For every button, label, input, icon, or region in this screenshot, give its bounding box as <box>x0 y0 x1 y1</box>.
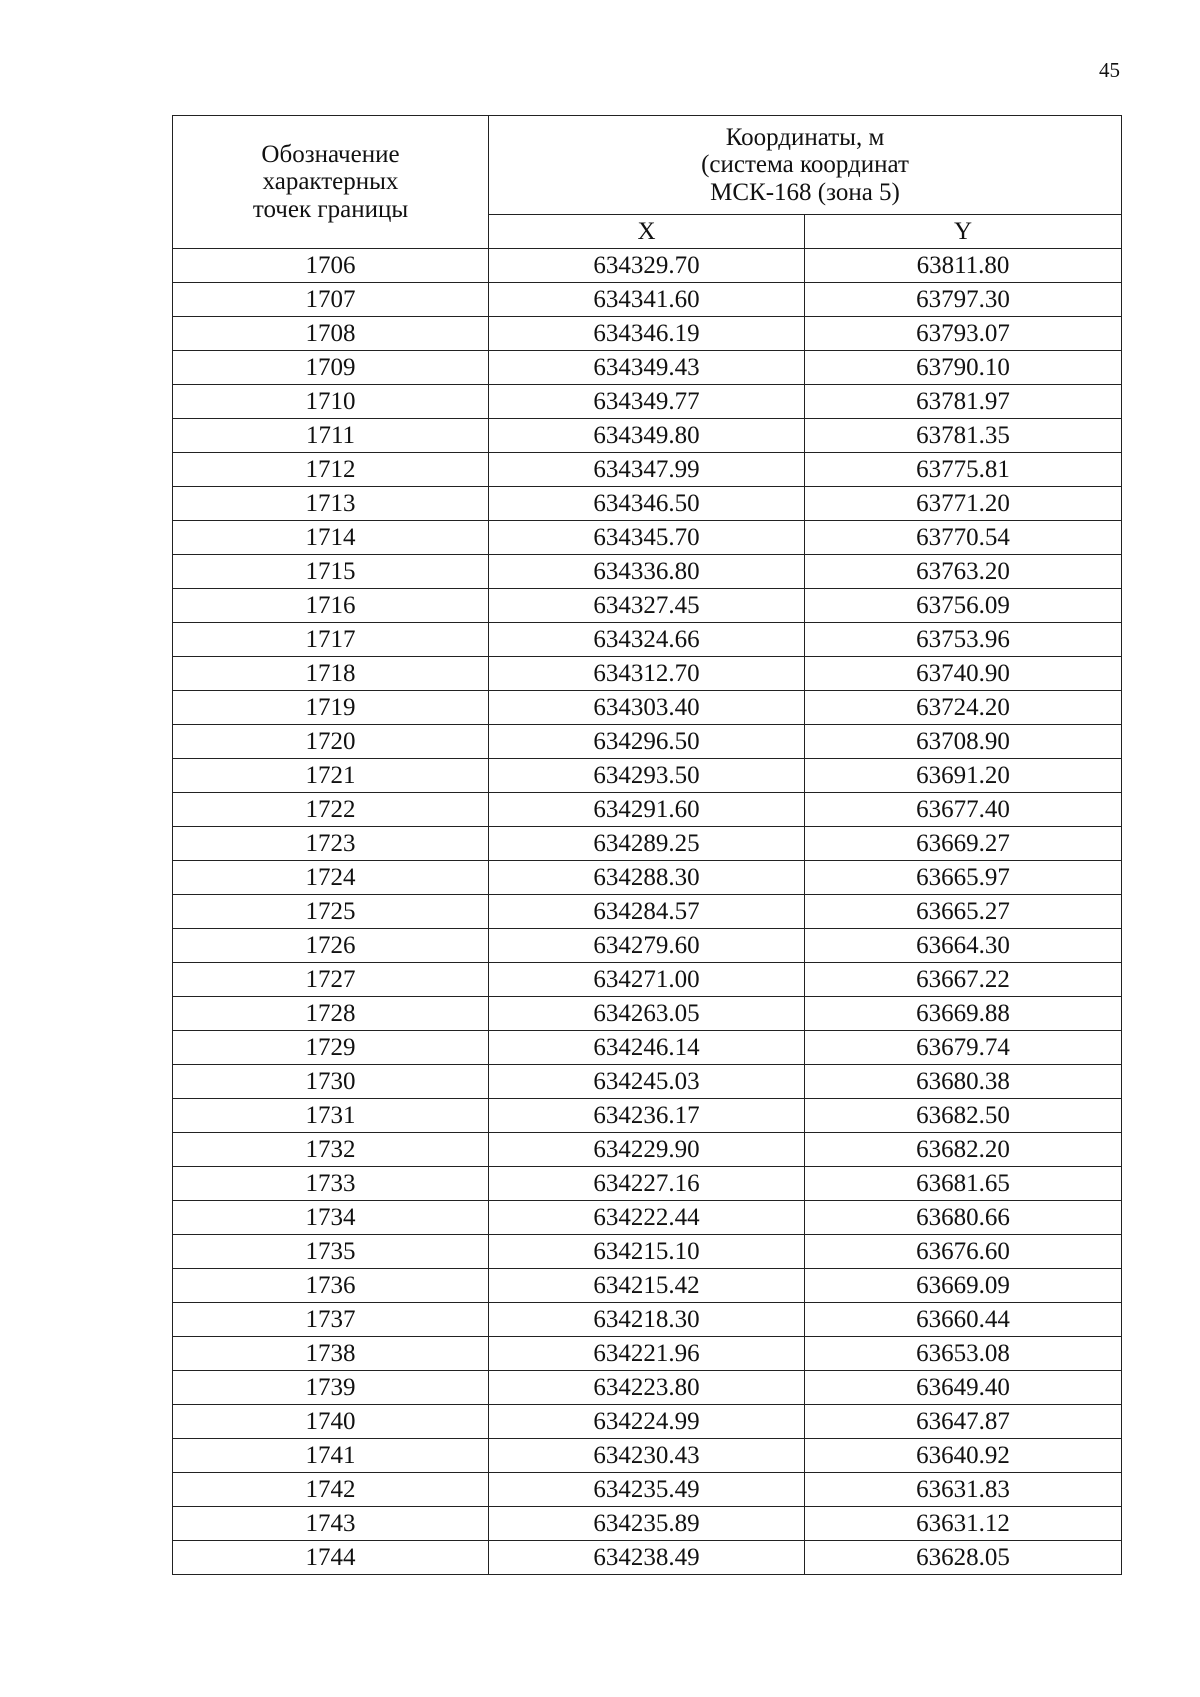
point-id-cell: 1716 <box>173 589 489 623</box>
table-row <box>173 283 1122 317</box>
y-coordinate-cell: 63691.20 <box>805 759 1122 793</box>
point-id-cell: 1712 <box>173 453 489 487</box>
table-row <box>173 453 1122 487</box>
table-row <box>173 1405 1122 1439</box>
x-coordinate-cell: 634288.30 <box>489 861 805 895</box>
y-coordinate-cell: 63753.96 <box>805 623 1122 657</box>
x-coordinate-cell: 634230.43 <box>489 1439 805 1473</box>
y-coordinate-cell: 63669.09 <box>805 1269 1122 1303</box>
table-row <box>173 351 1122 385</box>
point-id-cell: 1730 <box>173 1065 489 1099</box>
table-row <box>173 1065 1122 1099</box>
table-row <box>173 1371 1122 1405</box>
x-coordinate-cell: 634229.90 <box>489 1133 805 1167</box>
point-id-cell: 1726 <box>173 929 489 963</box>
y-coordinate-cell: 63740.90 <box>805 657 1122 691</box>
point-id-cell: 1708 <box>173 317 489 351</box>
table-row <box>173 929 1122 963</box>
table-row <box>173 1541 1122 1575</box>
point-id-cell: 1737 <box>173 1303 489 1337</box>
x-coordinate-cell: 634303.40 <box>489 691 805 725</box>
y-coordinate-cell: 63682.20 <box>805 1133 1122 1167</box>
y-coordinate-cell: 63631.83 <box>805 1473 1122 1507</box>
table-row <box>173 1303 1122 1337</box>
table-row <box>173 1269 1122 1303</box>
header-coords-line: МСК-168 (зона 5) <box>710 178 900 206</box>
x-coordinate-cell: 634341.60 <box>489 283 805 317</box>
y-coordinate-cell: 63797.30 <box>805 283 1122 317</box>
point-id-cell: 1724 <box>173 861 489 895</box>
point-id-cell: 1731 <box>173 1099 489 1133</box>
x-coordinate-cell: 634236.17 <box>489 1099 805 1133</box>
x-coordinate-cell: 634296.50 <box>489 725 805 759</box>
table-row <box>173 1099 1122 1133</box>
x-coordinate-cell: 634222.44 <box>489 1201 805 1235</box>
x-coordinate-cell: 634346.50 <box>489 487 805 521</box>
header-points-line: характерных <box>262 168 399 196</box>
point-id-cell: 1723 <box>173 827 489 861</box>
y-coordinate-cell: 63669.88 <box>805 997 1122 1031</box>
point-id-cell: 1739 <box>173 1371 489 1405</box>
point-id-cell: 1709 <box>173 351 489 385</box>
header-boundary-points <box>173 116 489 249</box>
y-coordinate-cell: 63756.09 <box>805 589 1122 623</box>
y-coordinate-cell: 63669.27 <box>805 827 1122 861</box>
point-id-cell: 1722 <box>173 793 489 827</box>
x-coordinate-cell: 634224.99 <box>489 1405 805 1439</box>
table-row <box>173 1031 1122 1065</box>
table-row <box>173 555 1122 589</box>
y-coordinate-cell: 63665.27 <box>805 895 1122 929</box>
header-y: Y <box>805 215 1122 249</box>
x-coordinate-cell: 634279.60 <box>489 929 805 963</box>
table-row <box>173 1337 1122 1371</box>
point-id-cell: 1718 <box>173 657 489 691</box>
table-row <box>173 1507 1122 1541</box>
y-coordinate-cell: 63677.40 <box>805 793 1122 827</box>
table-row <box>173 657 1122 691</box>
y-coordinate-cell: 63676.60 <box>805 1235 1122 1269</box>
y-coordinate-cell: 63631.12 <box>805 1507 1122 1541</box>
x-coordinate-cell: 634349.80 <box>489 419 805 453</box>
x-coordinate-cell: 634215.42 <box>489 1269 805 1303</box>
point-id-cell: 1736 <box>173 1269 489 1303</box>
y-coordinate-cell: 63660.44 <box>805 1303 1122 1337</box>
point-id-cell: 1727 <box>173 963 489 997</box>
table-row <box>173 1201 1122 1235</box>
point-id-cell: 1728 <box>173 997 489 1031</box>
y-coordinate-cell: 63640.92 <box>805 1439 1122 1473</box>
table-row <box>173 623 1122 657</box>
point-id-cell: 1733 <box>173 1167 489 1201</box>
point-id-cell: 1707 <box>173 283 489 317</box>
table-row <box>173 1439 1122 1473</box>
point-id-cell: 1713 <box>173 487 489 521</box>
x-coordinate-cell: 634329.70 <box>489 249 805 283</box>
x-coordinate-cell: 634346.19 <box>489 317 805 351</box>
point-id-cell: 1735 <box>173 1235 489 1269</box>
table-row <box>173 317 1122 351</box>
y-coordinate-cell: 63775.81 <box>805 453 1122 487</box>
point-id-cell: 1715 <box>173 555 489 589</box>
header-coordinates <box>489 116 1122 215</box>
y-coordinate-cell: 63665.97 <box>805 861 1122 895</box>
y-coordinate-cell: 63681.65 <box>805 1167 1122 1201</box>
x-coordinate-cell: 634345.70 <box>489 521 805 555</box>
header-points-line: Обозначение <box>261 140 400 168</box>
x-coordinate-cell: 634263.05 <box>489 997 805 1031</box>
x-coordinate-cell: 634227.16 <box>489 1167 805 1201</box>
y-coordinate-cell: 63708.90 <box>805 725 1122 759</box>
table-row <box>173 1235 1122 1269</box>
table-row <box>173 725 1122 759</box>
table-row <box>173 521 1122 555</box>
x-coordinate-cell: 634347.99 <box>489 453 805 487</box>
y-coordinate-cell: 63770.54 <box>805 521 1122 555</box>
header-coords-line: Координаты, м <box>725 123 885 151</box>
table-row <box>173 385 1122 419</box>
x-coordinate-cell: 634312.70 <box>489 657 805 691</box>
table-row <box>173 1167 1122 1201</box>
y-coordinate-cell: 63781.97 <box>805 385 1122 419</box>
table-row <box>173 861 1122 895</box>
page-number: 45 <box>1099 58 1120 82</box>
point-id-cell: 1719 <box>173 691 489 725</box>
x-coordinate-cell: 634271.00 <box>489 963 805 997</box>
coordinates-table <box>172 115 1122 1575</box>
table-row <box>173 997 1122 1031</box>
point-id-cell: 1738 <box>173 1337 489 1371</box>
y-coordinate-cell: 63682.50 <box>805 1099 1122 1133</box>
point-id-cell: 1725 <box>173 895 489 929</box>
point-id-cell: 1743 <box>173 1507 489 1541</box>
x-coordinate-cell: 634284.57 <box>489 895 805 929</box>
y-coordinate-cell: 63724.20 <box>805 691 1122 725</box>
x-coordinate-cell: 634235.49 <box>489 1473 805 1507</box>
table-row <box>173 1133 1122 1167</box>
point-id-cell: 1744 <box>173 1541 489 1575</box>
table-row <box>173 589 1122 623</box>
table-row <box>173 759 1122 793</box>
table-row <box>173 793 1122 827</box>
x-coordinate-cell: 634235.89 <box>489 1507 805 1541</box>
x-coordinate-cell: 634215.10 <box>489 1235 805 1269</box>
y-coordinate-cell: 63811.80 <box>805 249 1122 283</box>
table-row <box>173 691 1122 725</box>
point-id-cell: 1740 <box>173 1405 489 1439</box>
y-coordinate-cell: 63680.38 <box>805 1065 1122 1099</box>
point-id-cell: 1721 <box>173 759 489 793</box>
y-coordinate-cell: 63793.07 <box>805 317 1122 351</box>
x-coordinate-cell: 634245.03 <box>489 1065 805 1099</box>
table-body <box>173 249 1122 1575</box>
table-row <box>173 963 1122 997</box>
y-coordinate-cell: 63790.10 <box>805 351 1122 385</box>
point-id-cell: 1720 <box>173 725 489 759</box>
point-id-cell: 1717 <box>173 623 489 657</box>
y-coordinate-cell: 63649.40 <box>805 1371 1122 1405</box>
point-id-cell: 1729 <box>173 1031 489 1065</box>
header-coords-line: (система координат <box>701 151 909 179</box>
y-coordinate-cell: 63680.66 <box>805 1201 1122 1235</box>
point-id-cell: 1732 <box>173 1133 489 1167</box>
header-x: X <box>489 215 805 249</box>
point-id-cell: 1711 <box>173 419 489 453</box>
x-coordinate-cell: 634223.80 <box>489 1371 805 1405</box>
point-id-cell: 1734 <box>173 1201 489 1235</box>
table-row <box>173 419 1122 453</box>
table-row <box>173 827 1122 861</box>
point-id-cell: 1710 <box>173 385 489 419</box>
x-coordinate-cell: 634349.43 <box>489 351 805 385</box>
y-coordinate-cell: 63679.74 <box>805 1031 1122 1065</box>
x-coordinate-cell: 634221.96 <box>489 1337 805 1371</box>
table-row <box>173 1473 1122 1507</box>
point-id-cell: 1741 <box>173 1439 489 1473</box>
x-coordinate-cell: 634349.77 <box>489 385 805 419</box>
point-id-cell: 1706 <box>173 249 489 283</box>
y-coordinate-cell: 63771.20 <box>805 487 1122 521</box>
x-coordinate-cell: 634291.60 <box>489 793 805 827</box>
y-coordinate-cell: 63653.08 <box>805 1337 1122 1371</box>
y-coordinate-cell: 63628.05 <box>805 1541 1122 1575</box>
y-coordinate-cell: 63647.87 <box>805 1405 1122 1439</box>
table-row <box>173 895 1122 929</box>
header-points-line: точек границы <box>252 195 409 223</box>
x-coordinate-cell: 634238.49 <box>489 1541 805 1575</box>
x-coordinate-cell: 634293.50 <box>489 759 805 793</box>
point-id-cell: 1714 <box>173 521 489 555</box>
x-coordinate-cell: 634324.66 <box>489 623 805 657</box>
y-coordinate-cell: 63763.20 <box>805 555 1122 589</box>
table-row <box>173 249 1122 283</box>
x-coordinate-cell: 634246.14 <box>489 1031 805 1065</box>
x-coordinate-cell: 634327.45 <box>489 589 805 623</box>
y-coordinate-cell: 63664.30 <box>805 929 1122 963</box>
y-coordinate-cell: 63667.22 <box>805 963 1122 997</box>
x-coordinate-cell: 634289.25 <box>489 827 805 861</box>
table-row <box>173 487 1122 521</box>
x-coordinate-cell: 634218.30 <box>489 1303 805 1337</box>
x-coordinate-cell: 634336.80 <box>489 555 805 589</box>
y-coordinate-cell: 63781.35 <box>805 419 1122 453</box>
point-id-cell: 1742 <box>173 1473 489 1507</box>
